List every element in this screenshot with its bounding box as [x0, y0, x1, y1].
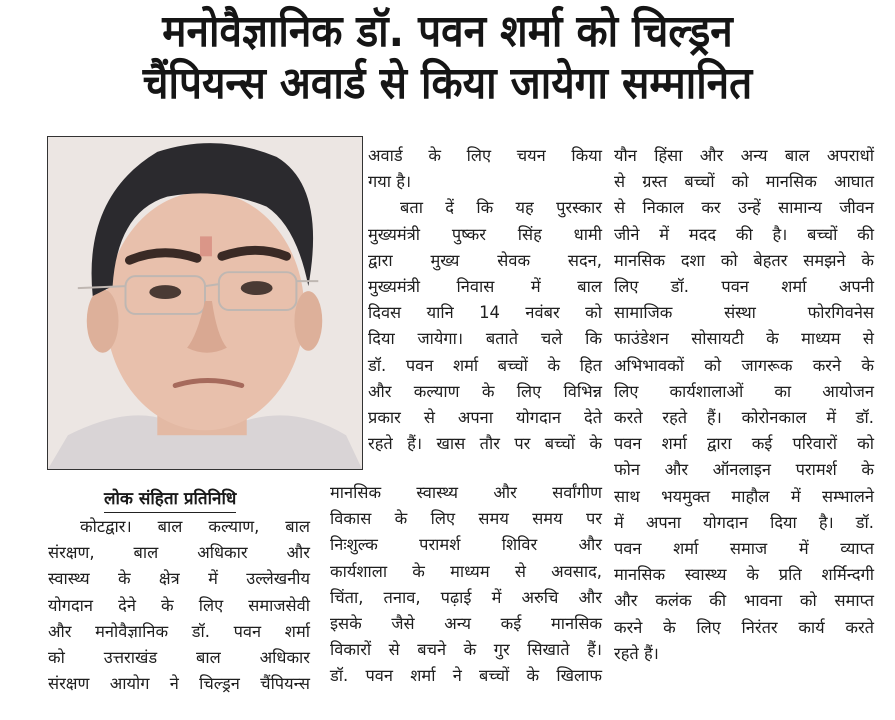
paragraph-line: जीने में मदद की है। बच्चों की	[614, 224, 874, 244]
paragraph-line: में अपना योगदान दिया है। डॉ.	[614, 512, 874, 532]
paragraph-line: फोन और ऑनलाइन परामर्श के	[614, 460, 874, 480]
paragraph-line: गया है।	[368, 172, 412, 192]
person-portrait-icon	[48, 137, 362, 469]
paragraph-line: लिए डॉ. पवन शर्मा अपनी	[614, 277, 874, 297]
paragraph-line: बता दें कि यह पुरस्कार	[400, 198, 602, 218]
paragraph-line: मुख्यमंत्री पुष्कर सिंह धामी	[368, 224, 602, 244]
paragraph-line: रहते हैं।	[614, 643, 659, 663]
column-2-top	[368, 143, 602, 457]
paragraph-line: संरक्षण आयोग ने चिल्ड्रन चैंपियन्स	[48, 674, 310, 694]
paragraph-line: अवार्ड के लिए चयन किया	[368, 146, 602, 165]
paragraph-line: मानसिक स्वास्थ्य के प्रति शर्मिन्दगी	[614, 565, 874, 585]
paragraph-line: पवन शर्मा द्वारा कई परिवारों को	[614, 434, 874, 454]
paragraph-line: चिंता, तनाव, पढ़ाई में अरुचि और	[330, 587, 602, 607]
paragraph-line: कार्यशाला के माध्यम से अवसाद,	[330, 561, 602, 581]
paragraph-line: इसके जैसे अन्य कई मानसिक	[330, 614, 602, 634]
paragraph-line: मानसिक स्वास्थ्य और सर्वांगीण	[330, 483, 602, 502]
paragraph-line: लिए कार्यशालाओं का आयोजन	[614, 381, 874, 401]
portrait-photo	[47, 136, 363, 470]
paragraph-line: प्रकार से अपना योगदान देते	[368, 408, 602, 428]
paragraph-line: दिया जायेगा। बताते चले कि	[368, 329, 602, 349]
paragraph-line: और कल्याण के लिए विभिन्न	[368, 381, 602, 401]
paragraph-line: मानसिक दशा को बेहतर समझने के	[614, 250, 874, 270]
paragraph-line: से निकाल कर उन्हें सामान्य जीवन	[614, 198, 874, 218]
paragraph-line: स्वास्थ्य के क्षेत्र में उल्लेखनीय	[48, 569, 310, 589]
paragraph-line: पवन शर्मा समाज में व्याप्त	[614, 539, 874, 559]
paragraph-line: संरक्षण, बाल अधिकार और	[48, 543, 310, 563]
paragraph-line: को उत्तराखंड बाल अधिकार	[48, 648, 310, 668]
headline-line-1: मनोवैज्ञानिक डॉ. पवन शर्मा को चिल्ड्रन	[162, 6, 733, 57]
paragraph-line: विकारों से बचने के गुर सिखाते हैं।	[330, 640, 602, 660]
paragraph-line: रहते हैं। खास तौर पर बच्चों के	[368, 434, 602, 454]
paragraph-line: करते रहते हैं। कोरोनकाल में डॉ.	[614, 408, 874, 428]
paragraph-line: और मनोवैज्ञानिक डॉ. पवन शर्मा	[48, 621, 310, 641]
paragraph-line: साथ भयमुक्त माहौल में सम्भालने	[614, 486, 874, 506]
headline	[0, 6, 895, 110]
paragraph-line: फाउंडेशन सोसायटी के माध्यम से	[614, 329, 874, 349]
paragraph-line: अभिभावकों को जागरूक करने के	[614, 355, 874, 375]
paragraph-line: से ग्रस्त बच्चों को मानसिक आघात	[614, 172, 874, 192]
paragraph-line: और कलंक की भावना को समाप्त	[614, 591, 874, 611]
paragraph-line: डॉ. पवन शर्मा ने बच्चों के खिलाफ	[330, 666, 602, 686]
paragraph-line: सामाजिक संस्था फोरगिवनेस	[614, 303, 874, 323]
column-3	[614, 143, 874, 667]
paragraph-line: द्वारा मुख्य सेवक सदन,	[368, 250, 602, 270]
column-1	[48, 514, 310, 697]
column-2-bottom	[330, 480, 602, 690]
headline-line-2: चैंपियन्स अवार्ड से किया जायेगा सम्मानित	[142, 58, 753, 109]
byline: लोक संहिता प्रतिनिधि	[104, 487, 236, 513]
paragraph-line: विकास के लिए समय समय पर	[330, 509, 602, 529]
paragraph-line: मुख्यमंत्री निवास में बाल	[368, 277, 602, 297]
paragraph-line: यौन हिंसा और अन्य बाल अपराधों	[614, 146, 874, 165]
paragraph-line: निःशुल्क परामर्श शिविर और	[330, 535, 602, 555]
paragraph-line: दिवस यानि 14 नवंबर को	[368, 303, 602, 323]
paragraph-line: करने के लिए निरंतर कार्य करते	[614, 617, 874, 637]
paragraph-line: कोटद्वार। बाल कल्याण, बाल	[80, 517, 310, 536]
paragraph-line: डॉ. पवन शर्मा बच्चों के हित	[368, 355, 602, 375]
paragraph-line: योगदान देने के लिए समाजसेवी	[48, 595, 310, 615]
